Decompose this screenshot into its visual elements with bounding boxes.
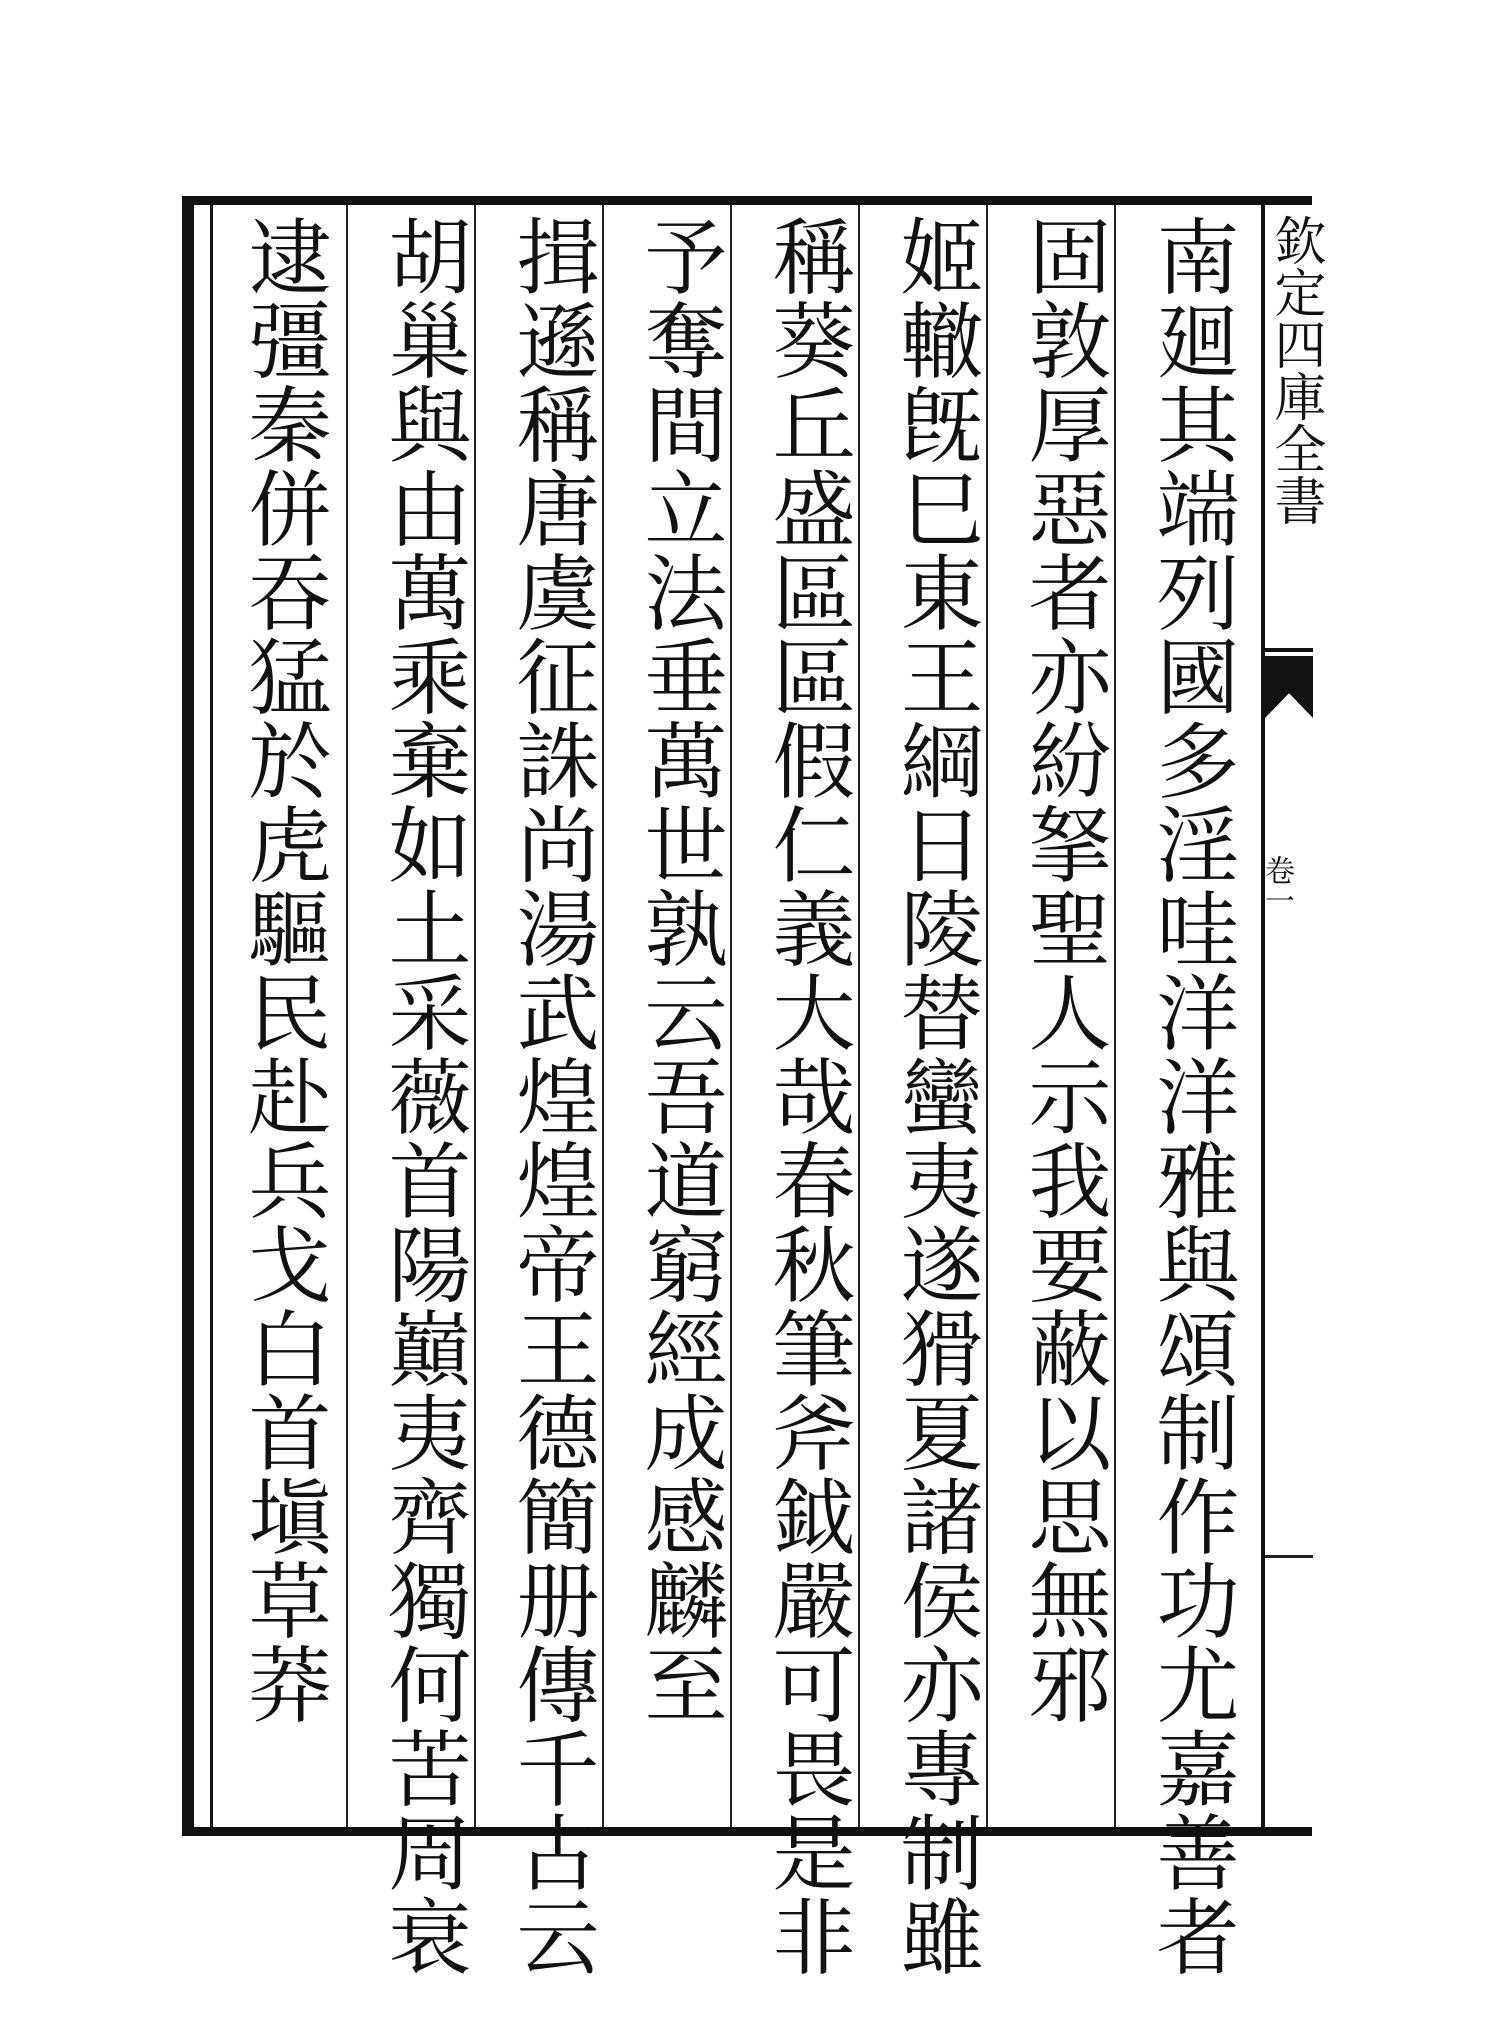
text-column-6: 揖遜稱唐虞征誅尚湯武煌煌帝王德簡册傳千古云 xyxy=(502,214,599,1978)
margin-bottom-rule xyxy=(1265,1555,1313,1558)
text-column-3: 姬轍旣巳東王綱日陵替蠻夷遂猾夏諸侯亦專制雖 xyxy=(886,214,983,1978)
left-border-thick xyxy=(182,196,194,1836)
text-column-8: 逮彊秦併吞猛於虎驅民赴兵戈白首塡草莽 xyxy=(234,214,331,1726)
margin-book-title: 欽定四庫全書 xyxy=(1265,214,1325,526)
margin-juan-number: 卷一 xyxy=(1259,855,1294,915)
text-column-1: 南廻其端列國多淫哇洋洋雅與頌制作功尤嘉善者 xyxy=(1142,214,1239,1978)
left-border-thin xyxy=(210,205,213,1827)
text-column-4: 稱葵丘盛區區假仁義大哉春秋筆斧鉞嚴可畏是非 xyxy=(758,214,855,1978)
text-column-2: 固敦厚惡者亦紛拏聖人示我要蔽以思無邪 xyxy=(1014,214,1111,1726)
text-column-7: 胡巢與由萬乘棄如土采薇首陽巔夷齊獨何苦周衰 xyxy=(374,214,471,1978)
text-column-5: 予奪間立法垂萬世孰云吾道窮經成感麟至 xyxy=(630,214,727,1726)
fishtail-rule xyxy=(1265,648,1313,652)
